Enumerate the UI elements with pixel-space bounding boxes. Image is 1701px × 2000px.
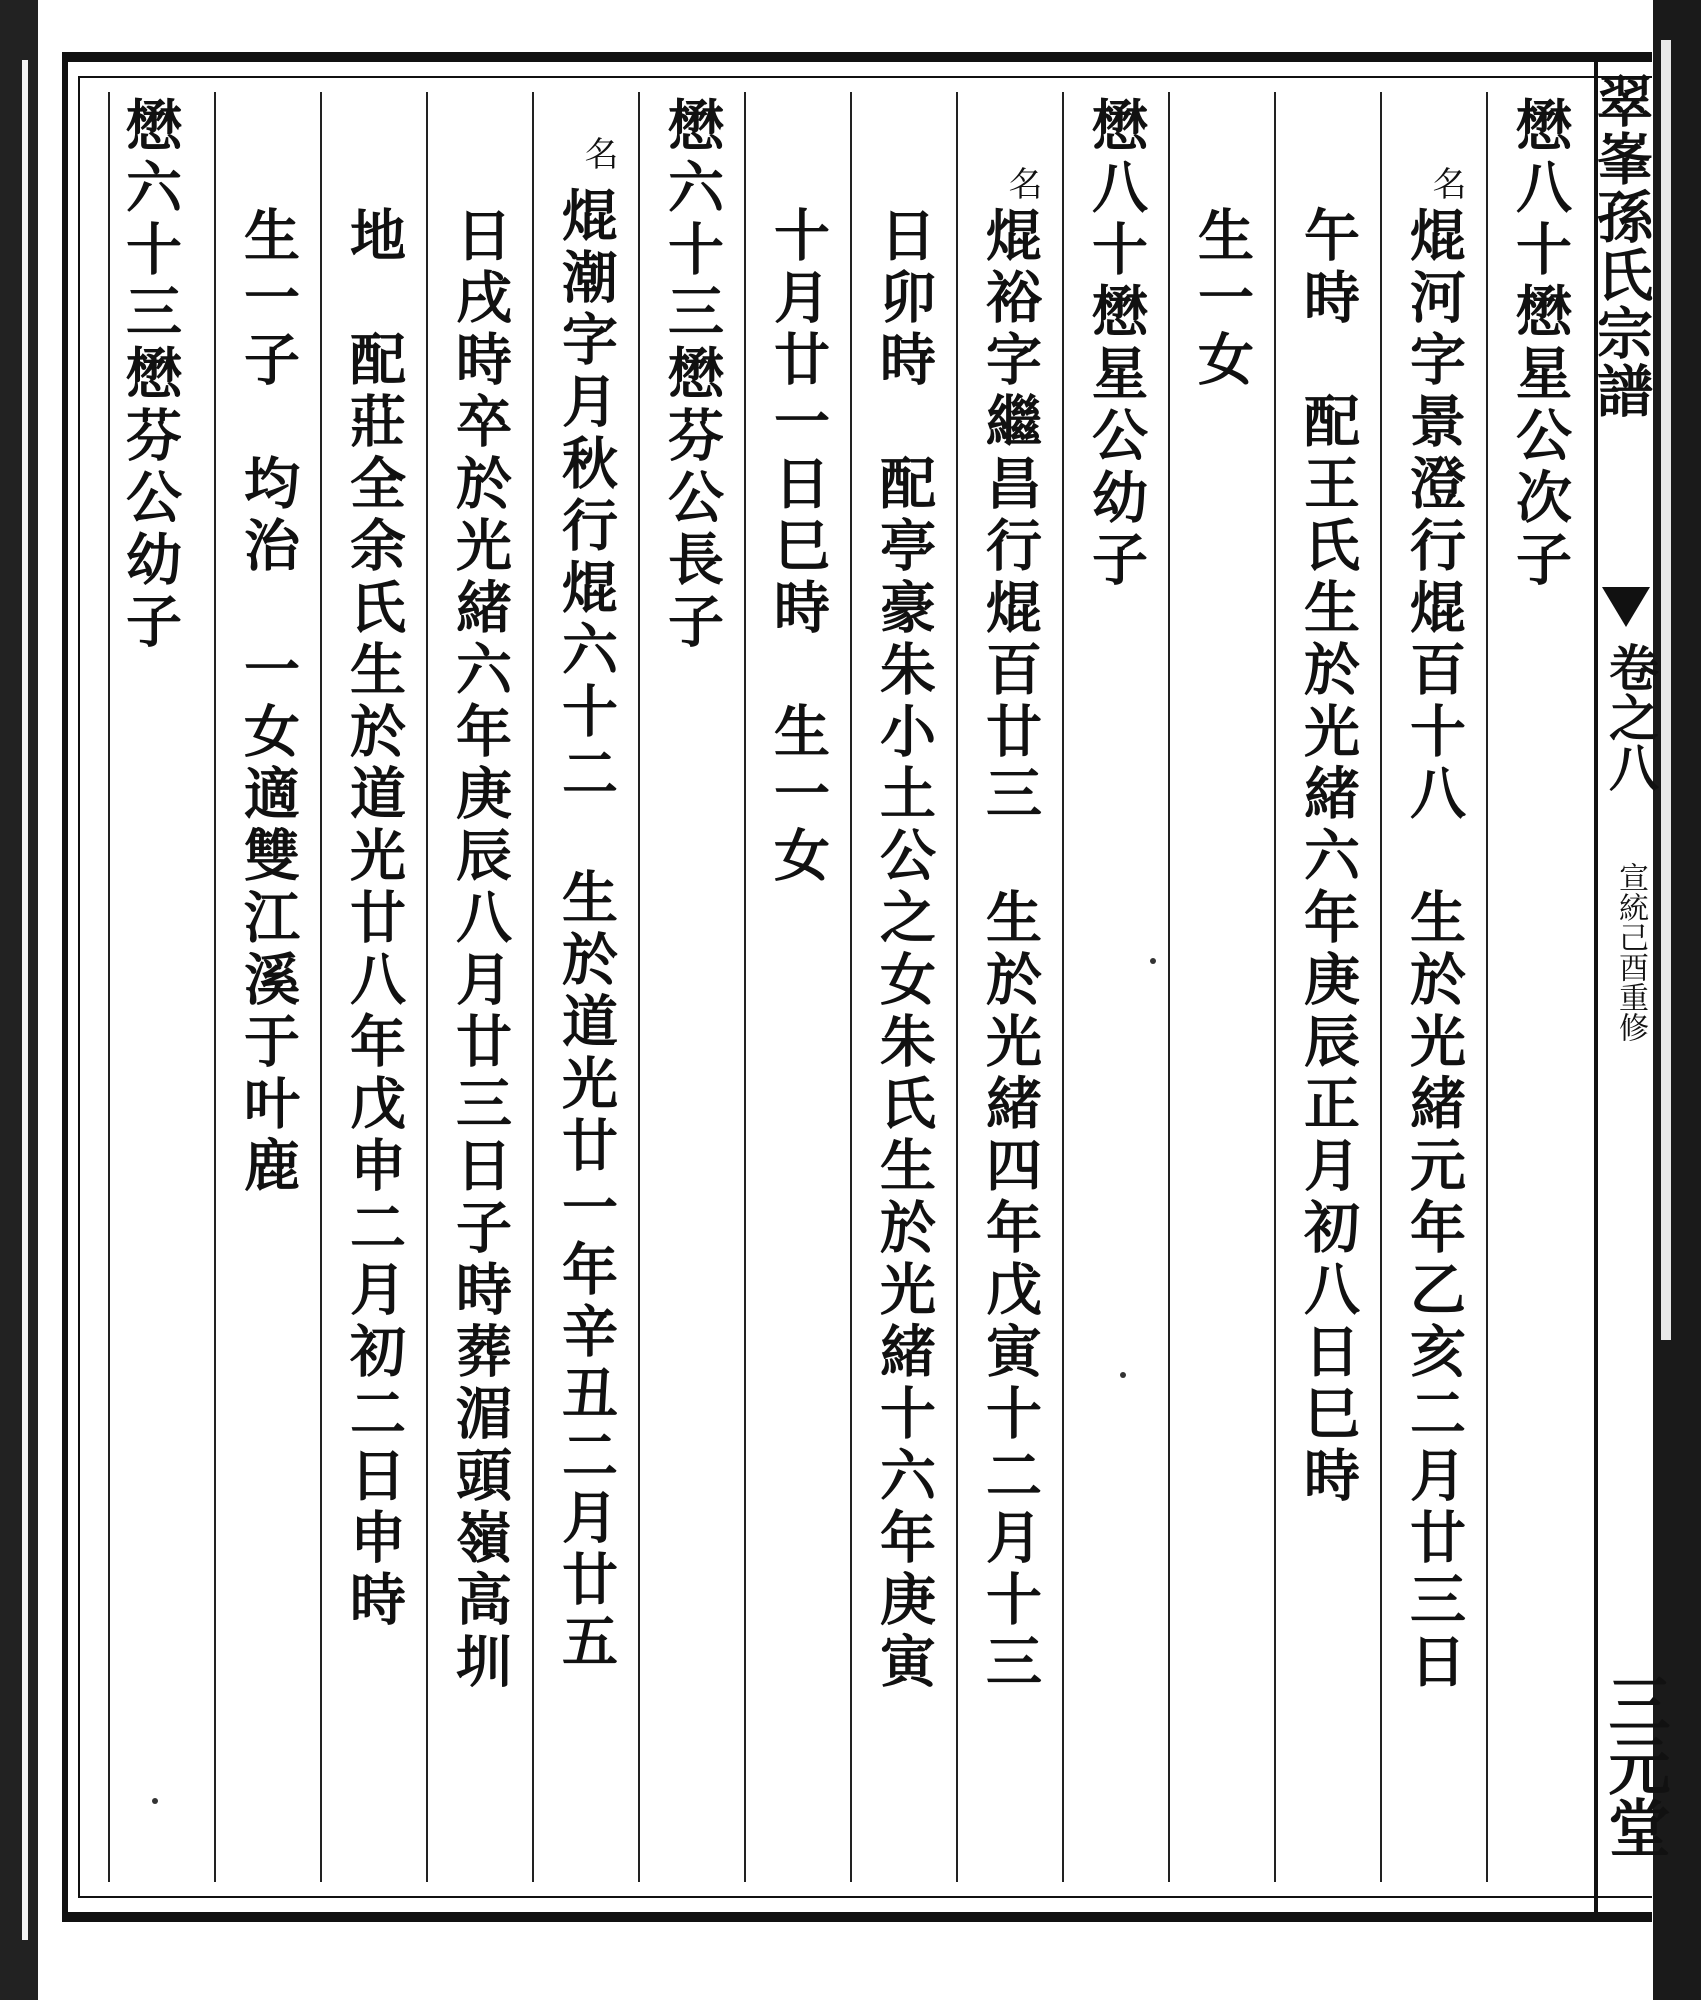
text-column-5 — [1066, 96, 1166, 1886]
ink-speck — [1120, 1372, 1126, 1378]
entry-heading: 懋六十三懋芬公長子 — [659, 96, 725, 654]
ink-speck — [1150, 958, 1156, 964]
entry-text: 生一子 均治 一女適雙江溪于叶鹿 — [235, 206, 301, 1198]
name-label: 名 — [1002, 166, 1042, 210]
column-divider — [320, 92, 322, 1882]
text-column-4 — [1172, 96, 1272, 1886]
entry-heading: 懋六十三懋芬公幼子 — [117, 96, 183, 654]
entry-text: 焜潮字月秋行焜六十二 生於道光廿一年辛丑二月廿五 — [553, 186, 619, 1674]
entry-text: 地 配莊全余氏生於道光廿八年戊申二月初二日申時 — [341, 206, 407, 1632]
column-divider — [956, 92, 958, 1882]
column-divider — [1380, 92, 1382, 1882]
volume-label: 卷之八 — [1601, 642, 1660, 792]
column-divider — [1486, 92, 1488, 1882]
hall-name: 三元堂 — [1598, 1672, 1671, 1858]
name-label: 名 — [578, 136, 618, 180]
text-column-7 — [854, 96, 954, 1886]
text-column-1 — [1490, 96, 1590, 1886]
column-divider — [1062, 92, 1064, 1882]
genealogy-title: 翠峯孫氏宗譜 — [1588, 72, 1654, 420]
text-column-14 — [112, 96, 212, 1886]
text-column-12 — [324, 96, 424, 1886]
text-column-6 — [960, 96, 1060, 1886]
entry-text: 生一女 — [1189, 206, 1255, 392]
column-divider — [532, 92, 534, 1882]
column-divider — [850, 92, 852, 1882]
entry-text: 日卯時 配亭豪朱小土公之女朱氏生於光緒十六年庚寅 — [871, 206, 937, 1694]
edition-label: 宣統己酉重修 — [1613, 862, 1648, 1042]
text-column-9 — [642, 96, 742, 1886]
column-divider — [426, 92, 428, 1882]
column-divider — [1274, 92, 1276, 1882]
column-divider — [638, 92, 640, 1882]
entry-heading: 懋八十懋星公幼子 — [1083, 96, 1149, 592]
text-column-2 — [1384, 96, 1484, 1886]
ink-speck — [152, 1798, 158, 1804]
entry-text: 焜河字景澄行焜百十八 生於光緒元年乙亥二月廿三日 — [1401, 206, 1467, 1694]
column-divider — [744, 92, 746, 1882]
text-column-3 — [1278, 96, 1378, 1886]
binding-highlight — [22, 60, 28, 1940]
entry-text: 十月廿一日巳時 生一女 — [765, 206, 831, 888]
text-column-13 — [218, 96, 318, 1886]
text-column-10 — [536, 96, 636, 1886]
title-banner — [1588, 62, 1671, 1912]
entry-text: 午時 配王氏生於光緒六年庚辰正月初八日巳時 — [1295, 206, 1361, 1508]
fishtail-mark-icon — [1602, 587, 1650, 627]
column-divider — [214, 92, 216, 1882]
entry-text: 日戌時卒於光緒六年庚辰八月廿三日子時葬湄頭嶺高圳 — [447, 206, 513, 1694]
column-divider — [1168, 92, 1170, 1882]
entry-heading: 懋八十懋星公次子 — [1507, 96, 1573, 592]
page-edge-highlight — [1661, 40, 1671, 1340]
name-label: 名 — [1426, 166, 1466, 210]
text-column-11 — [430, 96, 530, 1886]
text-column-8 — [748, 96, 848, 1886]
column-divider — [108, 92, 110, 1882]
entry-text: 焜裕字繼昌行焜百廿三 生於光緒四年戊寅十二月十三 — [977, 206, 1043, 1694]
book-binding-left — [0, 0, 38, 2000]
